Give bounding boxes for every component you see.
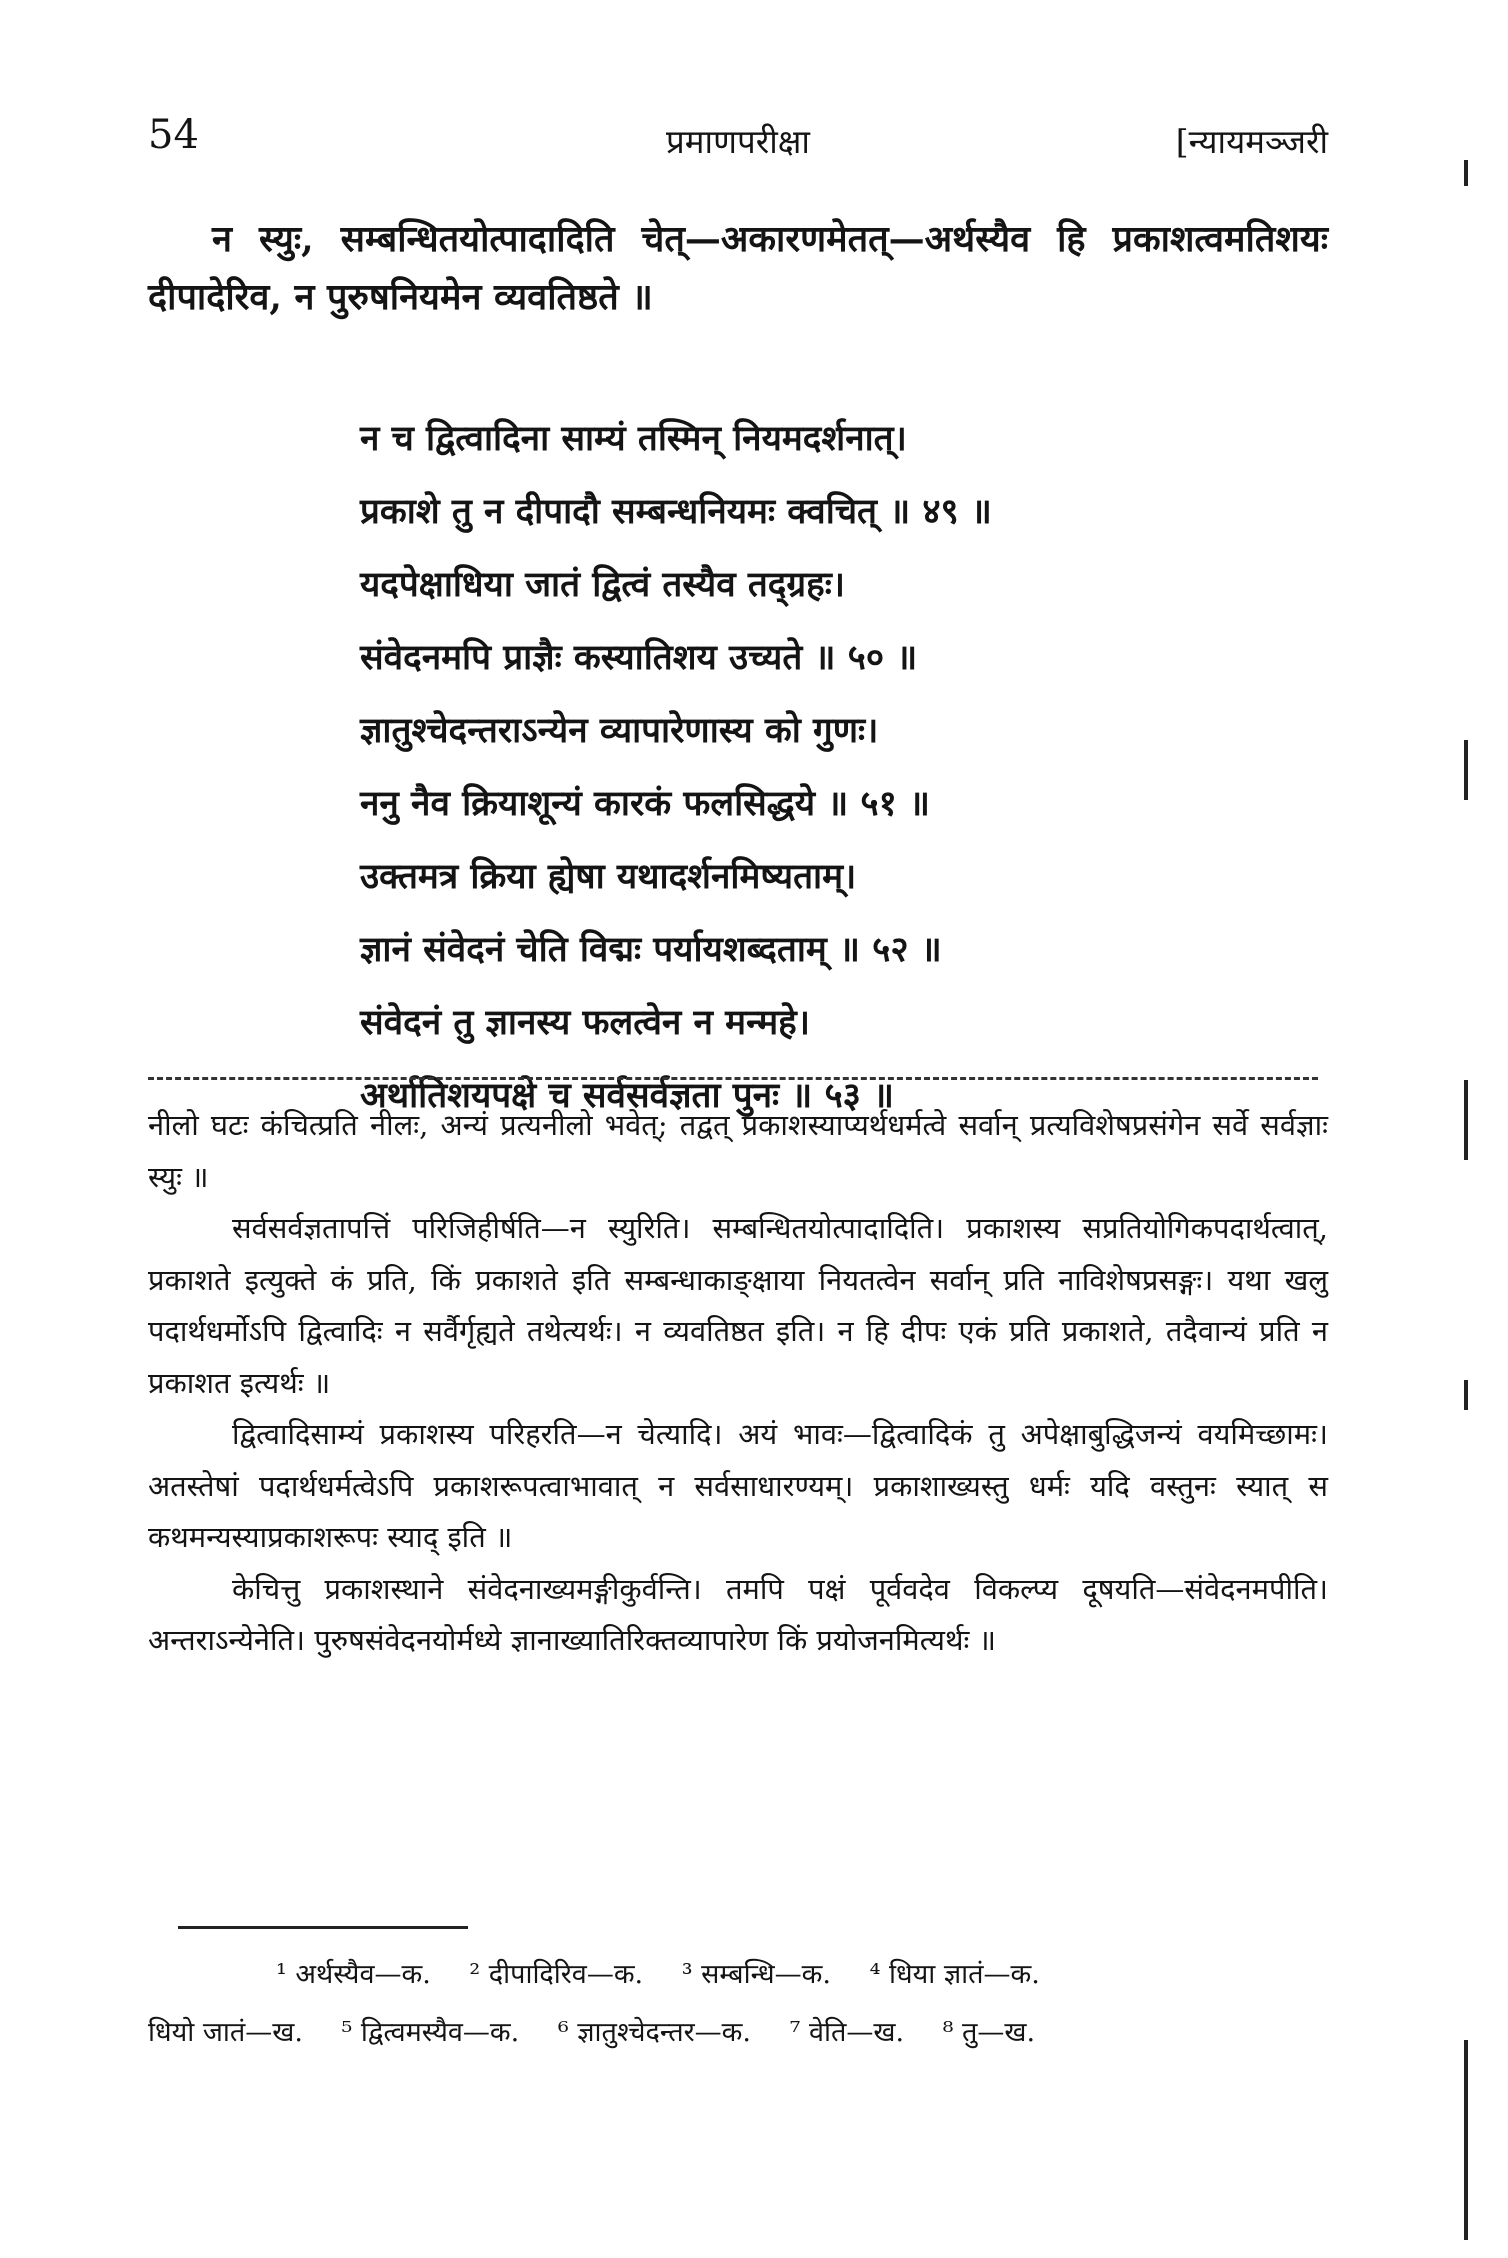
verse-line: ज्ञातुश्चेदन्तराऽन्येन व्यापारेणास्य को गुणः।	[360, 710, 879, 751]
footnote: ⁶ ज्ञातुश्चेदन्तर—क.	[557, 2017, 751, 2048]
page-number: 54	[148, 112, 199, 158]
footnote: ⁵ द्वित्वमस्यैव—क.	[341, 2017, 520, 2048]
footnote: ⁴ धिया ज्ञातं—क.	[869, 1959, 1040, 1990]
running-header	[148, 112, 1328, 172]
footnote-rule	[178, 1926, 468, 1929]
footnote: ² दीपादिरिव—क.	[469, 1959, 644, 1990]
commentary-paragraph: द्वित्वादिसाम्यं प्रकाशस्य परिहरति—न चेत्यादि। अयं भावः—द्वित्वादिकं तु अपेक्षाबुद्धिजन्यं वयमिच्छामः। अतस्तेषां पदार्थधर्मत्वेऽपि प्रकाशरूपत्वाभावात् न सर्वसाधारण्यम्। प्रकाशाख्यस्तु धर्मः यदि वस्तुनः स्यात् स कथमन्यस्याप्रकाशरूपः स्याद् इति ॥	[148, 1417, 1328, 1554]
running-title: प्रमाणपरीक्षा	[666, 122, 810, 161]
verse-line: संवेदनमपि प्राज्ञैः कस्यातिशय उच्यते ॥ ५० ॥	[360, 637, 918, 678]
scan-edge-mark	[1464, 1380, 1468, 1410]
footnote-row	[148, 1946, 1328, 2004]
verse-line: न च द्वित्वादिना साम्यं तस्मिन् नियमदर्शनात्।	[360, 418, 907, 459]
scan-edge-mark	[1464, 2040, 1468, 2240]
verse-line: अर्थातिशयपक्षे च सर्वसर्वज्ञता पुनः ॥ ५३ ॥	[360, 1075, 894, 1116]
commentary-paragraph: केचित्तु प्रकाशस्थाने संवेदनाख्यमङ्गीकुर्वन्ति। तमपि पक्षं पूर्ववदेव विकल्प्य दूषयति—संवेदनमपीति। अन्तराऽन्येनेति। पुरुषसंवेदनयोर्मध्ये ज्ञानाख्यातिरिक्तव्यापारेण किं प्रयोजनमित्यर्थः ॥	[148, 1571, 1328, 1657]
verse-line: यदपेक्षाधिया जातं द्वित्वं तस्यैव तद्ग्रहः।	[360, 564, 846, 605]
scan-edge-mark	[1464, 740, 1468, 800]
verse-block	[360, 402, 1310, 1132]
section-title: [न्यायमञ्जरी	[1175, 122, 1328, 161]
commentary-paragraph: सर्वसर्वज्ञतापत्तिं परिजिहीर्षति—न स्युरिति। सम्बन्धितयोत्पादादिति। प्रकाशस्य सप्रतियोगिकपदार्थत्वात्, प्रकाशते इत्युक्ते कं प्रति, किं प्रकाशते इति सम्बन्धाकाङ्क्षाया नियतत्वेन सर्वान् प्रति नाविशेषप्रसङ्गः। यथा खलु पदार्थधर्मोऽपि द्वित्वादिः न सर्वैर्गृह्यते तथेत्यर्थः। न व्यवतिष्ठत इति। न हि दीपः एकं प्रति प्रकाशते, तदैवान्यं प्रति न प्रकाशत इत्यर्थः ॥	[148, 1211, 1328, 1400]
commentary-paragraph: नीलो घटः कंचित्प्रति नीलः, अन्यं प्रत्यनीलो भवेत्; तद्वत् प्रकाशस्याप्यर्थधर्मत्वे सर्वान् प्रत्यविशेषप्रसंगेन सर्वे सर्वज्ञाः स्युः ॥	[148, 1108, 1328, 1194]
footnote: ¹ अर्थस्यैव—क.	[276, 1959, 431, 1990]
scan-edge-mark	[1464, 160, 1468, 186]
footnote: धियो जातं—ख.	[148, 2017, 303, 2048]
commentary	[148, 1100, 1328, 1667]
scan-edge-mark	[1464, 1080, 1468, 1160]
footnotes	[148, 1946, 1328, 2062]
footnote-row	[148, 2004, 1328, 2062]
footnote: ⁷ वेति—ख.	[789, 2017, 905, 2048]
verse-line: संवेदनं तु ज्ञानस्य फलत्वेन न मन्महे।	[360, 1002, 810, 1043]
footnote: ³ सम्बन्धि—क.	[681, 1959, 831, 1990]
verse-line: ननु नैव क्रियाशून्यं कारकं फलसिद्धये ॥ ५१ ॥	[360, 783, 930, 824]
main-text: न स्युः, सम्बन्धितयोत्पादादिति चेत्—अकारणमेतत्—अर्थस्यैव हि प्रकाशत्वमतिशयः दीपादेरिव, न पुरुषनियमेन व्यवतिष्ठते ॥	[148, 218, 1328, 318]
verse-line: ज्ञानं संवेदनं चेति विद्मः पर्यायशब्दताम् ॥ ५२ ॥	[360, 929, 942, 970]
commentary-divider	[148, 1077, 1318, 1080]
verse-line: प्रकाशे तु न दीपादौ सम्बन्धनियमः क्वचित् ॥ ४९ ॥	[360, 491, 992, 532]
footnote: ⁸ तु—ख.	[942, 2017, 1036, 2048]
verse-line: उक्तमत्र क्रिया ह्येषा यथादर्शनमिष्यताम्।	[360, 856, 857, 897]
